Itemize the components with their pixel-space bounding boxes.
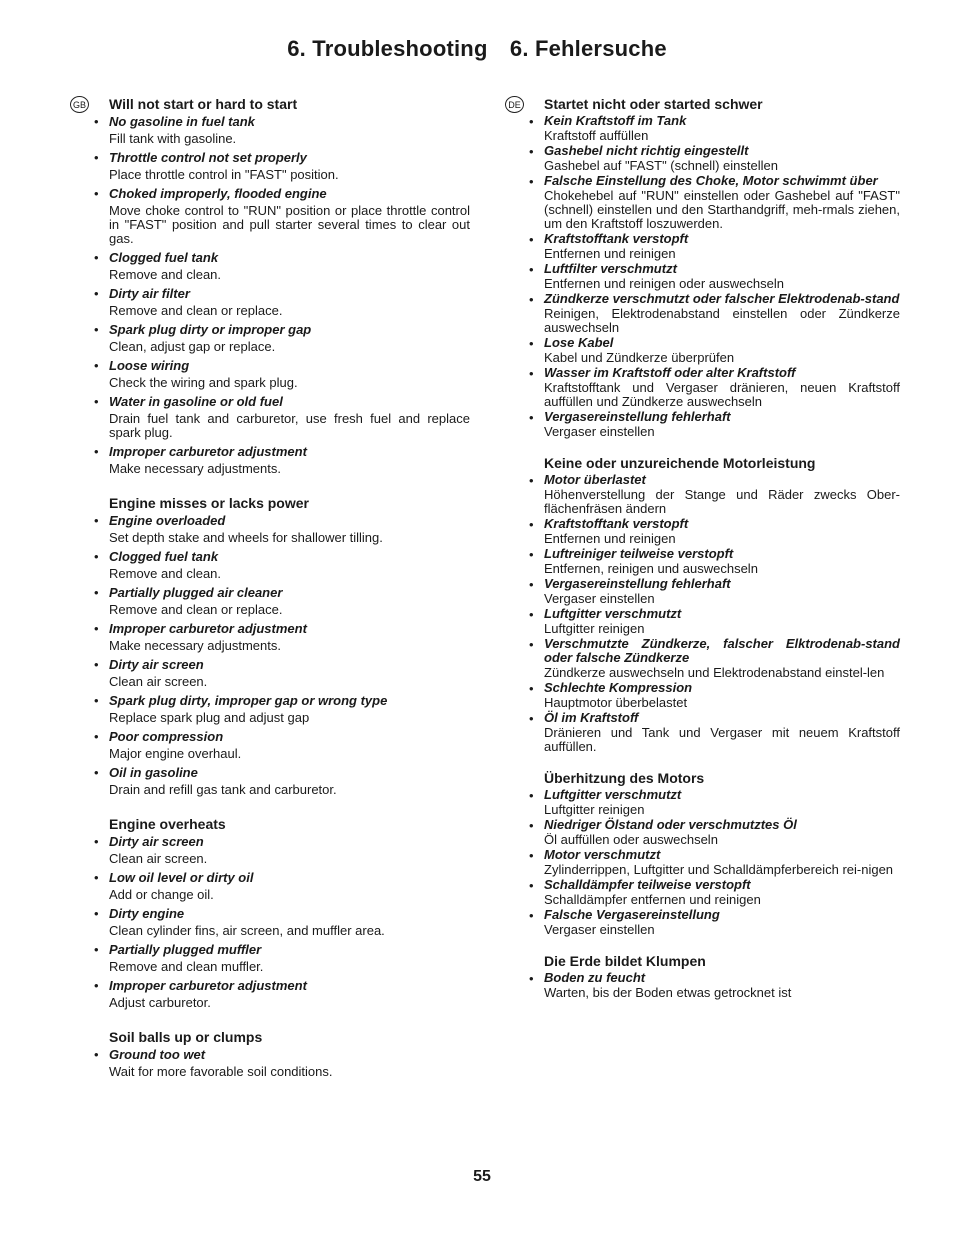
remedy-text: Gashebel auf "FAST" (schnell) einstellen xyxy=(544,158,778,173)
bullet-icon: • xyxy=(529,908,534,923)
bullet-icon: • xyxy=(529,144,534,159)
troubleshooting-item xyxy=(94,549,470,581)
troubleshooting-item xyxy=(94,150,470,182)
troubleshooting-item xyxy=(94,657,470,689)
troubleshooting-item xyxy=(94,585,470,617)
troubleshooting-item xyxy=(94,322,470,354)
cause-text: Improper carburetor adjustment xyxy=(109,621,307,636)
bullet-icon: • xyxy=(94,114,99,129)
remedy-text: Place throttle control in "FAST" position. xyxy=(109,167,339,182)
english-column xyxy=(70,95,470,1083)
remedy-text: Clean, adjust gap or replace. xyxy=(109,339,276,354)
troubleshooting-item xyxy=(529,636,900,680)
remedy-text: Schalldämpfer entfernen und reinigen xyxy=(544,892,761,907)
cause-text: Öl im Kraftstoff xyxy=(544,710,639,725)
cause-text: Vergasereinstellung fehlerhaft xyxy=(544,409,731,424)
troubleshooting-item xyxy=(529,787,900,817)
cause-text: Dirty engine xyxy=(109,906,185,921)
bullet-icon: • xyxy=(94,834,99,849)
remedy-text: Remove and clean muffler. xyxy=(109,959,264,974)
page-title xyxy=(0,36,954,62)
cause-text: Zündkerze verschmutzt oder falscher Elektrodenab-stand xyxy=(544,291,900,306)
cause-text: No gasoline in fuel tank xyxy=(109,114,255,129)
troubleshooting-item xyxy=(529,335,900,365)
remedy-text: Luftgitter reinigen xyxy=(544,621,645,636)
bullet-icon: • xyxy=(529,878,534,893)
bullet-icon: • xyxy=(94,693,99,708)
remedy-text: Clean air screen. xyxy=(109,674,208,689)
bullet-icon: • xyxy=(94,1047,99,1062)
bullet-icon: • xyxy=(529,637,534,652)
bullet-icon: • xyxy=(94,250,99,265)
cause-text: Niedriger Ölstand oder verschmutztes Öl xyxy=(544,817,797,832)
cause-text: Vergasereinstellung fehlerhaft xyxy=(544,576,731,591)
remedy-text: Vergaser einstellen xyxy=(544,424,655,439)
bullet-icon: • xyxy=(529,292,534,307)
cause-text: Verschmutzte Zündkerze, falscher Elktrodenab-stand oder falsche Zündkerze xyxy=(544,636,900,665)
remedy-text: Öl auffüllen oder auswechseln xyxy=(544,832,718,847)
remedy-text: Höhenverstellung der Stange und Räder zwecks Ober-flächenfräsen ändern xyxy=(544,487,900,516)
bullet-icon: • xyxy=(529,410,534,425)
troubleshooting-item xyxy=(94,394,470,440)
remedy-text: Remove and clean or replace. xyxy=(109,303,283,318)
bullet-icon: • xyxy=(94,729,99,744)
bullet-icon: • xyxy=(94,286,99,301)
bullet-icon: • xyxy=(94,549,99,564)
troubleshooting-item xyxy=(94,870,470,902)
section-gap xyxy=(544,755,900,769)
bullet-icon: • xyxy=(529,607,534,622)
remedy-text: Drain and refill gas tank and carburetor. xyxy=(109,782,337,797)
remedy-text: Kabel und Zündkerze überprüfen xyxy=(544,350,735,365)
bullet-icon: • xyxy=(94,150,99,165)
bullet-icon: • xyxy=(94,186,99,201)
bullet-icon: • xyxy=(529,262,534,277)
section-gap xyxy=(109,801,470,815)
cause-text: Schlechte Kompression xyxy=(544,680,693,695)
title-german: 6. Fehlersuche xyxy=(509,36,667,61)
section-heading: Die Erde bildet Klumpen xyxy=(544,953,706,969)
remedy-text: Adjust carburetor. xyxy=(109,995,211,1010)
cause-text: Falsche Einstellung des Choke, Motor schwimmt über xyxy=(544,173,878,188)
cause-text: Partially plugged air cleaner xyxy=(109,585,283,600)
cause-text: Motor verschmutzt xyxy=(544,847,661,862)
cause-text: Luftfilter verschmutzt xyxy=(544,261,677,276)
troubleshooting-item xyxy=(529,970,900,1000)
troubleshooting-item xyxy=(529,365,900,409)
troubleshooting-item xyxy=(94,250,470,282)
troubleshooting-item xyxy=(94,513,470,545)
remedy-text: Drain fuel tank and carburetor, use fresh fuel and replace spark plug. xyxy=(109,411,470,440)
section-gap xyxy=(109,1014,470,1028)
bullet-icon: • xyxy=(529,232,534,247)
cause-text: Throttle control not set properly xyxy=(109,150,307,165)
troubleshooting-item xyxy=(529,173,900,231)
remedy-text: Reinigen, Elektrodenabstand einstellen oder Zündkerze auswechseln xyxy=(544,306,900,335)
section-gap xyxy=(544,440,900,454)
section-heading: Engine overheats xyxy=(109,816,226,832)
troubleshooting-item xyxy=(529,680,900,710)
remedy-text: Remove and clean. xyxy=(109,267,222,282)
bullet-icon: • xyxy=(94,513,99,528)
troubleshooting-item xyxy=(94,114,470,146)
cause-text: Dirty air filter xyxy=(109,286,190,301)
cause-text: Kein Kraftstoff im Tank xyxy=(544,113,687,128)
section-heading: Soil balls up or clumps xyxy=(109,1029,263,1045)
bullet-icon: • xyxy=(529,848,534,863)
cause-text: Dirty air screen xyxy=(109,657,204,672)
german-column xyxy=(505,95,900,1001)
bullet-icon: • xyxy=(94,394,99,409)
cause-text: Kraftstofftank verstopft xyxy=(544,516,689,531)
bullet-icon: • xyxy=(94,322,99,337)
troubleshooting-item xyxy=(529,291,900,335)
troubleshooting-item xyxy=(94,358,470,390)
section-heading: Keine oder unzureichende Motorleistung xyxy=(544,455,816,471)
cause-text: Schalldämpfer teilweise verstopft xyxy=(544,877,751,892)
troubleshooting-item xyxy=(529,877,900,907)
bullet-icon: • xyxy=(94,444,99,459)
bullet-icon: • xyxy=(94,765,99,780)
cause-text: Wasser im Kraftstoff oder alter Kraftstoff xyxy=(544,365,796,380)
troubleshooting-item xyxy=(529,907,900,937)
remedy-text: Luftgitter reinigen xyxy=(544,802,645,817)
remedy-text: Vergaser einstellen xyxy=(544,591,655,606)
remedy-text: Kraftstoff auffüllen xyxy=(544,128,649,143)
page-number: 55 xyxy=(473,1168,491,1185)
bullet-icon: • xyxy=(94,978,99,993)
bullet-icon: • xyxy=(529,366,534,381)
troubleshooting-item xyxy=(529,261,900,291)
troubleshooting-item xyxy=(529,847,900,877)
cause-text: Clogged fuel tank xyxy=(109,250,219,265)
troubleshooting-item xyxy=(94,286,470,318)
section-heading: Engine misses or lacks power xyxy=(109,495,309,511)
cause-text: Poor compression xyxy=(109,729,224,744)
troubleshooting-item xyxy=(529,546,900,576)
bullet-icon: • xyxy=(94,358,99,373)
remedy-text: Kraftstofftank und Vergaser dränieren, neuen Kraftstoff auffüllen und Zündkerze auswechseln xyxy=(544,380,900,409)
cause-text: Boden zu feucht xyxy=(544,970,646,985)
cause-text: Engine overloaded xyxy=(109,513,226,528)
cause-text: Spark plug dirty or improper gap xyxy=(109,322,312,337)
section-heading: Überhitzung des Motors xyxy=(544,770,705,786)
troubleshooting-item xyxy=(529,143,900,173)
cause-text: Clogged fuel tank xyxy=(109,549,219,564)
cause-text: Spark plug dirty, improper gap or wrong type xyxy=(109,693,388,708)
bullet-icon: • xyxy=(529,711,534,726)
cause-text: Luftgitter verschmutzt xyxy=(544,787,682,802)
troubleshooting-item xyxy=(94,693,470,725)
de-language-icon: DE xyxy=(505,96,524,113)
cause-text: Choked improperly, flooded engine xyxy=(109,186,327,201)
remedy-text: Add or change oil. xyxy=(109,887,214,902)
remedy-text: Move choke control to "RUN" position or place throttle control in "FAST" position and pull starter several times to clear out gas. xyxy=(109,203,470,246)
bullet-icon: • xyxy=(94,657,99,672)
remedy-text: Entfernen und reinigen oder auswechseln xyxy=(544,276,784,291)
remedy-text: Entfernen und reinigen xyxy=(544,246,676,261)
bullet-icon: • xyxy=(529,577,534,592)
remedy-text: Set depth stake and wheels for shallower tilling. xyxy=(109,530,383,545)
bullet-icon: • xyxy=(529,681,534,696)
remedy-text: Zündkerze auswechseln und Elektrodenabstand einstel-len xyxy=(544,665,885,680)
troubleshooting-item xyxy=(94,621,470,653)
remedy-text: Replace spark plug and adjust gap xyxy=(109,710,310,725)
bullet-icon: • xyxy=(94,906,99,921)
remedy-text: Vergaser einstellen xyxy=(544,922,655,937)
troubleshooting-item xyxy=(94,186,470,246)
remedy-text: Clean air screen. xyxy=(109,851,208,866)
section-gap xyxy=(544,938,900,952)
troubleshooting-item xyxy=(94,942,470,974)
remedy-text: Entfernen, reinigen und auswechseln xyxy=(544,561,758,576)
troubleshooting-item xyxy=(529,516,900,546)
bullet-icon: • xyxy=(529,547,534,562)
troubleshooting-item xyxy=(94,978,470,1010)
bullet-icon: • xyxy=(529,174,534,189)
remedy-text: Check the wiring and spark plug. xyxy=(109,375,298,390)
troubleshooting-item xyxy=(529,231,900,261)
section-heading: Will not start or hard to start xyxy=(109,96,298,112)
bullet-icon: • xyxy=(94,585,99,600)
troubleshooting-item xyxy=(94,729,470,761)
cause-text: Partially plugged muffler xyxy=(109,942,262,957)
troubleshooting-item xyxy=(529,710,900,754)
remedy-text: Remove and clean or replace. xyxy=(109,602,283,617)
bullet-icon: • xyxy=(94,621,99,636)
bullet-icon: • xyxy=(529,114,534,129)
troubleshooting-item xyxy=(94,906,470,938)
remedy-text: Warten, bis der Boden etwas getrocknet ist xyxy=(544,985,792,1000)
bullet-icon: • xyxy=(529,336,534,351)
troubleshooting-item xyxy=(529,472,900,516)
cause-text: Gashebel nicht richtig eingestellt xyxy=(544,143,749,158)
cause-text: Luftgitter verschmutzt xyxy=(544,606,682,621)
gb-language-icon: GB xyxy=(70,96,89,113)
troubleshooting-item xyxy=(529,817,900,847)
cause-text: Falsche Vergasereinstellung xyxy=(544,907,720,922)
de-sections xyxy=(505,95,900,1000)
section-gap xyxy=(109,480,470,494)
remedy-text: Hauptmotor überbelastet xyxy=(544,695,688,710)
remedy-text: Fill tank with gasoline. xyxy=(109,131,237,146)
bullet-icon: • xyxy=(529,818,534,833)
cause-text: Motor überlastet xyxy=(544,472,646,487)
cause-text: Ground too wet xyxy=(109,1047,206,1062)
remedy-text: Wait for more favorable soil conditions. xyxy=(109,1064,333,1079)
troubleshooting-item xyxy=(94,1047,470,1079)
bullet-icon: • xyxy=(529,788,534,803)
remedy-text: Clean cylinder fins, air screen, and muffler area. xyxy=(109,923,385,938)
remedy-text: Entfernen und reinigen xyxy=(544,531,676,546)
bullet-icon: • xyxy=(529,517,534,532)
remedy-text: Remove and clean. xyxy=(109,566,222,581)
gb-sections xyxy=(70,95,470,1079)
remedy-text: Dränieren und Tank und Vergaser mit neuem Kraftstoff auffüllen. xyxy=(544,725,900,754)
cause-text: Oil in gasoline xyxy=(109,765,198,780)
cause-text: Lose Kabel xyxy=(544,335,614,350)
remedy-text: Make necessary adjustments. xyxy=(109,638,281,653)
cause-text: Low oil level or dirty oil xyxy=(109,870,254,885)
cause-text: Water in gasoline or old fuel xyxy=(109,394,283,409)
title-english: 6. Troubleshooting xyxy=(287,36,488,61)
bullet-icon: • xyxy=(529,971,534,986)
section-heading: Startet nicht oder started schwer xyxy=(544,96,763,112)
troubleshooting-item xyxy=(94,765,470,797)
remedy-text: Major engine overhaul. xyxy=(109,746,242,761)
troubleshooting-item xyxy=(529,606,900,636)
cause-text: Improper carburetor adjustment xyxy=(109,978,307,993)
troubleshooting-item xyxy=(94,444,470,476)
cause-text: Luftreiniger teilweise verstopft xyxy=(544,546,734,561)
troubleshooting-item xyxy=(94,834,470,866)
cause-text: Loose wiring xyxy=(109,358,190,373)
remedy-text: Make necessary adjustments. xyxy=(109,461,281,476)
cause-text: Improper carburetor adjustment xyxy=(109,444,307,459)
cause-text: Dirty air screen xyxy=(109,834,204,849)
troubleshooting-item xyxy=(529,113,900,143)
cause-text: Kraftstofftank verstopft xyxy=(544,231,689,246)
bullet-icon: • xyxy=(529,473,534,488)
bullet-icon: • xyxy=(94,870,99,885)
remedy-text: Zylinderrippen, Luftgitter und Schalldämpferbereich rei-nigen xyxy=(544,862,894,877)
troubleshooting-item xyxy=(529,409,900,439)
bullet-icon: • xyxy=(94,942,99,957)
remedy-text: Chokehebel auf "RUN" einstellen oder Gashebel auf "FAST" (schnell) einstellen und den Starthandgriff, meh-rmals ziehen, um den Kraftstoff loszuwerden. xyxy=(544,188,900,231)
troubleshooting-item xyxy=(529,576,900,606)
